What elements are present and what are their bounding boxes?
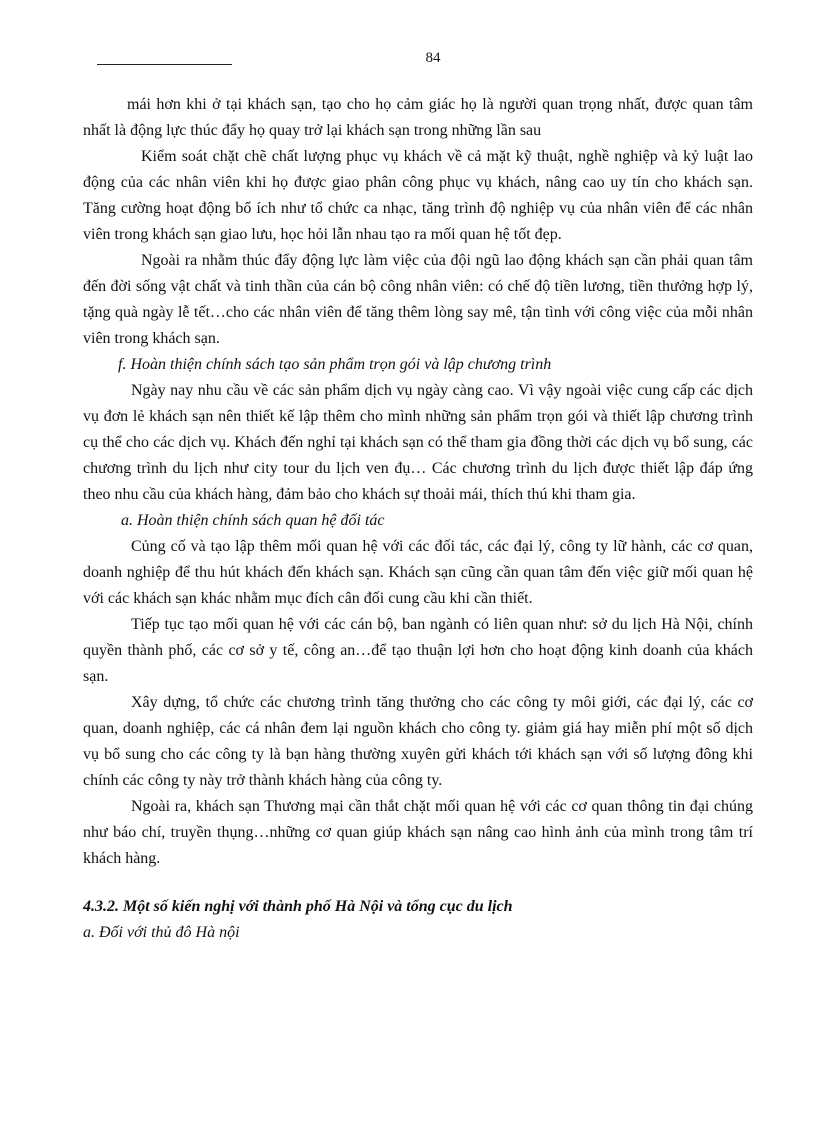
heading-f: f. Hoàn thiện chính sách tạo sản phẩm trọn gói và lập chương trình (118, 356, 552, 373)
paragraph: Ngoài ra nhằm thúc đẩy động lực làm việc của đội ngũ lao động khách sạn cần phải quan tâm đến đời sống vật chất và tinh thần của cán bộ công nhân viên: có chế độ tiền lương, tiền thưởng hợp lý, tặng quà ngày lễ tết…cho các nhân viên để tăng thêm lòng say mê, tận tình với công việc của mỗi nhân viên trong khách sạn. (83, 252, 753, 347)
paragraph: mái hơn khi ở tại khách sạn, tạo cho họ cảm giác họ là người quan trọng nhất, được quan tâm nhất là động lực thúc đẩy họ quay trở lại khách sạn trong những lần sau (83, 96, 753, 139)
paragraph: Ngày nay nhu cầu về các sản phẩm dịch vụ ngày càng cao. Vì vậy ngoài việc cung cấp các dịch vụ đơn lẻ khách sạn nên thiết kế lập thêm cho mình những sản phẩm trọn gói và thiết lập chương trình cụ thể cho các dịch vụ. Khách đến nghỉ tại khách sạn có thể tham gia đồng thời các dịch vụ bổ sung, các chương trình du lịch như city tour du lịch ven đụ… Các chương trình du lịch được thiết lập đáp ứng theo nhu cầu của khách hàng, đảm bảo cho khách sự thoải mái, thích thú khi tham gia. (83, 382, 753, 503)
section-heading: 4.3.2. Một số kiến nghị với thành phố Hà Nội và tổng cục du lịch (83, 898, 513, 915)
paragraph: Củng cố và tạo lập thêm mối quan hệ với các đối tác, các đại lý, công ty lữ hành, các cơ quan, doanh nghiệp để thu hút khách đến khách sạn. Khách sạn cũng cần quan tâm đến việc giữ mối quan hệ với các khách sạn khác nhằm mục đích cân đối cung cầu khi cần thiết. (83, 538, 753, 607)
paragraph: Xây dựng, tổ chức các chương trình tăng thưởng cho các công ty môi giới, các đại lý, các cơ quan, doanh nghiệp, các cá nhân đem lại nguồn khách cho công ty. giảm giá hay miễn phí một số dịch vụ bổ sung cho các công ty là bạn hàng thường xuyên gửi khách tới khách sạn với số lượng đông khi chính các công ty này trở thành khách hàng của công ty. (83, 694, 753, 789)
paragraph: Tiếp tục tạo mối quan hệ với các cán bộ, ban ngành có liên quan như: sở du lịch Hà Nội, chính quyền thành phố, các cơ sở y tế, công an…để tạo thuận lợi hơn cho hoạt động kinh doanh của khách sạn. (83, 616, 753, 685)
paragraph: Ngoài ra, khách sạn Thương mại cần thắt chặt mối quan hệ với các cơ quan thông tin đại chúng như báo chí, truyền thụng…những cơ quan giúp khách sạn nâng cao hình ảnh của mình trong tâm trí khách hàng. (83, 798, 753, 867)
heading-a: a. Hoàn thiện chính sách quan hệ đối tác (121, 512, 385, 529)
page-number: 84 (425, 50, 441, 66)
document-body (83, 92, 753, 946)
paragraph: Kiểm soát chặt chẽ chất lượng phục vụ khách về cả mặt kỹ thuật, nghề nghiệp và kỷ luật lao động của các nhân viên khi họ được giao phân công phục vụ khách, nâng cao uy tín cho khách sạn. Tăng cường hoạt động bổ ích như tổ chức ca nhạc, tăng trình độ nghiệp vụ của nhân viên để các nhân viên trong khách sạn giao lưu, học hỏi lẫn nhau tạo ra mối quan hệ tốt đẹp. (83, 148, 753, 243)
subheading: a. Đối với thủ đô Hà nội (83, 924, 240, 941)
